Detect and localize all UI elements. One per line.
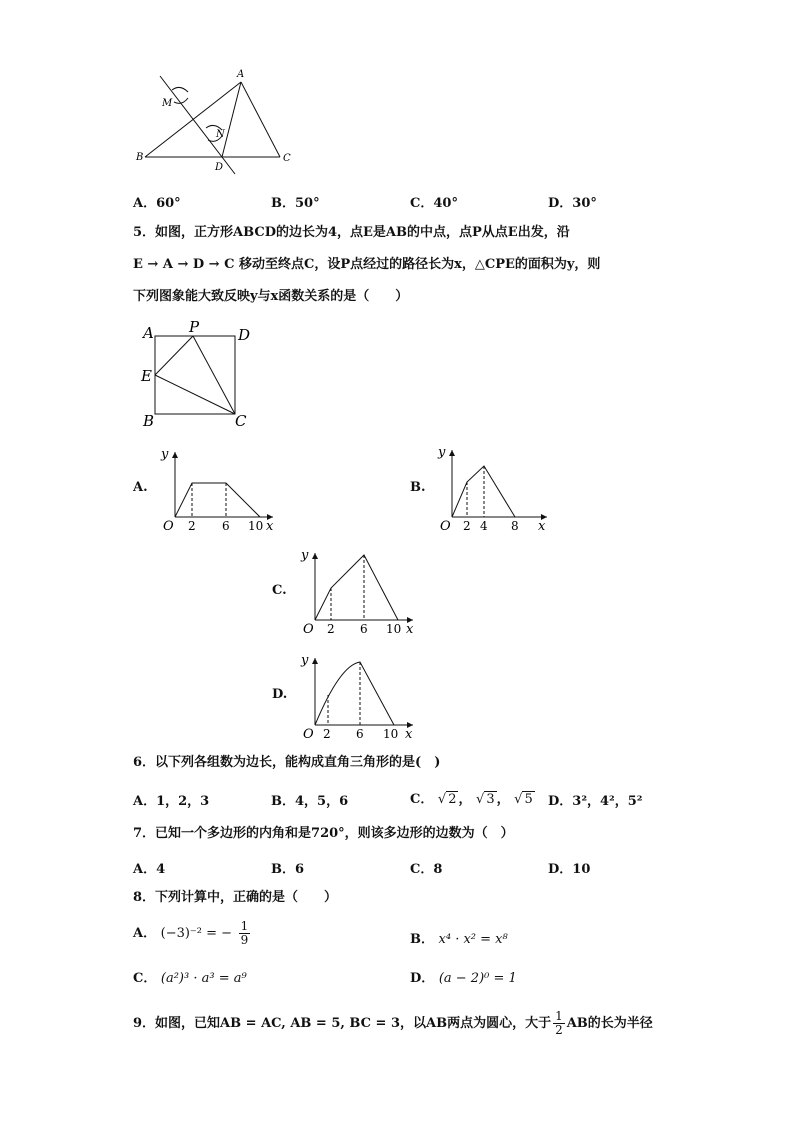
q8-option-d-expr: (a − 2)⁰ = 1 [438, 971, 517, 986]
q7-option-d: D．10 [548, 862, 591, 877]
graph-a-tick-2: 6 [222, 519, 230, 533]
graph-a-x-label: x [266, 519, 274, 534]
q6-option-c [410, 788, 535, 807]
graph-c-tick-3: 10 [386, 622, 402, 636]
graph-d-y-label: y [301, 653, 309, 668]
q6-separator-2: ， [496, 792, 510, 807]
q8-option-b-label: B． [410, 932, 434, 947]
fraction-one-ninth: $\frac{1}{9}$ [240, 919, 249, 947]
q8-option-d-label: D． [410, 971, 435, 986]
q8-option-a-label: A． [133, 926, 157, 941]
square-label-b: B [143, 412, 155, 430]
square-label-d: D [238, 326, 251, 344]
q8-option-b [410, 928, 508, 947]
fig4-label-d: D [215, 162, 224, 173]
q5-square-figure [138, 318, 258, 433]
fig4-label-a: A [237, 69, 245, 80]
fig4-label-n: N [216, 129, 225, 140]
q8-option-c [133, 967, 247, 986]
graph-b-tick-3: 8 [511, 519, 519, 533]
fig4-label-m: M [162, 98, 173, 109]
q5-stem-line1: 5．如图，正方形ABCD的边长为4，点E是AB的中点，点P从点E出发，沿 [133, 225, 570, 240]
square-label-a: A [143, 324, 154, 342]
graph-d-x-label: x [405, 727, 413, 742]
sqrt-3: √ 3 [476, 792, 495, 807]
graph-d-origin: O [303, 727, 314, 742]
q9-stem-part2: AB的长为半径 [566, 1016, 653, 1031]
q8-option-d [410, 967, 517, 986]
sqrt-2: √ 2 [437, 792, 457, 807]
q7-option-c: C．8 [410, 862, 443, 877]
graph-b-origin: O [440, 519, 451, 534]
q6-stem: 6．以下列各组数为边长，能构成直角三角形的是( ) [133, 755, 441, 770]
q5-graph-a-label: A. [133, 480, 148, 495]
graph-a-origin: O [163, 519, 174, 534]
graph-c-tick-1: 2 [327, 622, 335, 636]
q6-option-b: B．4，5，6 [271, 794, 349, 809]
square-label-e: E [141, 367, 152, 385]
q5-graph-c [295, 545, 425, 637]
q5-graph-a [155, 442, 285, 534]
q9-stem [133, 1010, 653, 1037]
sqrt-5: √ 5 [514, 792, 533, 807]
q9-stem-part1: 9．如图，已知AB = AC, AB = 5, BC = 3，以AB两点为圆心，大于 [133, 1016, 552, 1031]
graph-a-y-label: y [161, 447, 169, 462]
q8-option-a-expr: (−3)⁻² = − [160, 926, 233, 941]
fig4-label-b: B [136, 152, 144, 163]
square-label-c: C [235, 412, 247, 430]
q5-graph-c-label: C. [272, 583, 287, 598]
q5-stem-line3: 下列图象能大致反映y与x函数关系的是（ ） [133, 289, 409, 304]
q4-option-a: A．60° [133, 196, 181, 211]
q7-stem: 7．已知一个多边形的内角和是720°，则该多边形的边数为（ ） [133, 826, 514, 841]
q7-option-b: B．6 [271, 862, 305, 877]
graph-c-origin: O [303, 622, 314, 637]
q4-option-c: C．40° [410, 196, 458, 211]
graph-b-y-label: y [438, 445, 446, 460]
fraction-one-half: $\frac{1}{2}$ [555, 1009, 563, 1037]
q4-option-b: B．50° [271, 196, 320, 211]
graph-a-tick-1: 2 [188, 519, 196, 533]
q5-graph-b [432, 442, 557, 534]
graph-d-tick-3: 10 [383, 727, 399, 741]
graph-c-x-label: x [406, 622, 414, 637]
graph-a-tick-3: 10 [248, 519, 264, 533]
graph-b-x-label: x [538, 519, 546, 534]
q5-stem-line2: E → A → D → C 移动至终点C，设P点经过的路径长为x，△CPE的面积为y，则 [133, 257, 601, 272]
q4-option-d: D．30° [548, 196, 597, 211]
graph-b-tick-1: 2 [463, 519, 471, 533]
square-label-p: P [189, 318, 200, 336]
q6-separator-1: ， [458, 792, 472, 807]
q8-option-b-expr: x⁴ · x² = x⁸ [438, 932, 508, 947]
graph-c-y-label: y [301, 548, 309, 563]
q6-option-d: D．3²，4²，5² [548, 794, 643, 809]
graph-d-tick-1: 2 [323, 727, 331, 741]
graph-d-tick-2: 6 [356, 727, 364, 741]
q8-option-c-label: C． [133, 971, 157, 986]
q5-graph-d-label: D. [272, 687, 288, 702]
graph-b-tick-2: 4 [480, 519, 488, 533]
q5-graph-b-label: B. [410, 480, 426, 495]
q7-option-a: A．4 [133, 862, 166, 877]
q6-option-c-label: C． [410, 792, 434, 807]
q4-triangle-figure [130, 62, 300, 182]
q8-option-c-expr: (a²)³ · a³ = a⁹ [160, 971, 247, 986]
fig4-label-c: C [283, 153, 291, 164]
q5-graph-d [295, 650, 425, 742]
q8-stem: 8．下列计算中，正确的是（ ） [133, 890, 338, 905]
q8-option-a [133, 920, 252, 947]
q6-option-a: A．1，2，3 [133, 794, 210, 809]
graph-c-tick-2: 6 [360, 622, 368, 636]
